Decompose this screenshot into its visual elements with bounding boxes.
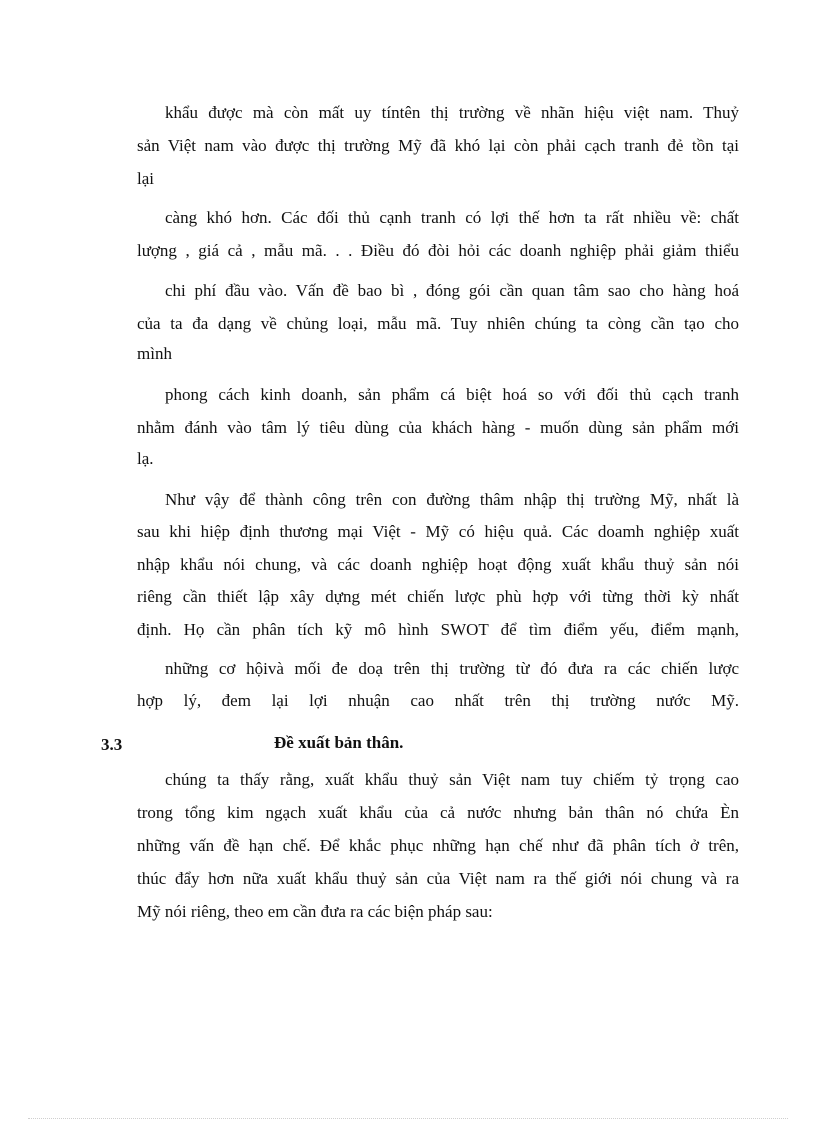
paragraph-line: khẩu được mà còn mất uy tíntên thị trường về nhãn hiệu việt nam. Thuỷ bbox=[165, 103, 739, 122]
paragraph-line: sản Việt nam vào được thị trường Mỹ đã khó lại còn phải cạch tranh đẻ tồn tại bbox=[137, 136, 739, 155]
section-number: 3.3 bbox=[101, 735, 123, 754]
paragraph-line: những vấn đề hạn chế. Để khắc phục những hạn chế như đã phân tích ở trên, bbox=[137, 836, 739, 855]
paragraph-line: lạ. bbox=[137, 449, 154, 468]
paragraph-line: nhập khẩu nói chung, và các doanh nghiệp hoạt động xuất khẩu thuỷ sản nói bbox=[137, 555, 739, 574]
paragraph-line: mình bbox=[137, 344, 172, 363]
paragraph-line: càng khó hơn. Các đối thủ cạnh tranh có lợi thế hơn ta rất nhiều về: chất bbox=[165, 208, 739, 227]
page-bottom-rule bbox=[28, 1118, 788, 1119]
paragraph-line: thúc đẩy hơn nữa xuất khẩu thuỷ sản của Việt nam ra thế giới nói chung và ra bbox=[137, 869, 739, 888]
paragraph-line: hợp lý, đem lại lợi nhuận cao nhất trên thị trường nước Mỹ. bbox=[137, 691, 739, 710]
paragraph-line: nhằm đánh vào tâm lý tiêu dùng của khách hàng - muốn dùng sản phẩm mới bbox=[137, 418, 739, 437]
paragraph-line: riêng cần thiết lập xây dựng mét chiến lược phù hợp với từng thời kỳ nhất bbox=[137, 587, 739, 606]
paragraph-line: trong tổng kim ngạch xuất khẩu của cả nước nhưng bản thân nó chứa Èn bbox=[137, 803, 739, 822]
paragraph-line: chúng ta thấy rằng, xuất khẩu thuỷ sản Việt nam tuy chiếm tỷ trọng cao bbox=[165, 770, 739, 789]
paragraph-line: Mỹ nói riêng, theo em cần đưa ra các biện pháp sau: bbox=[137, 902, 493, 921]
paragraph-line: những cơ hộivà mối đe doạ trên thị trường từ đó đưa ra các chiến lược bbox=[165, 659, 739, 678]
paragraph-line: của ta đa dạng về chủng loại, mẫu mã. Tuy nhiên chúng ta còng cần tạo cho bbox=[137, 314, 739, 333]
paragraph-line: sau khi hiệp định thương mại Việt - Mỹ có hiệu quả. Các doamh nghiệp xuất bbox=[137, 522, 739, 541]
section-title: Đề xuất bản thân. bbox=[274, 733, 404, 752]
paragraph-line: định. Họ cần phân tích kỹ mô hình SWOT để tìm điểm yếu, điểm mạnh, bbox=[137, 620, 739, 639]
paragraph-line: lượng , giá cả , mẫu mã. . . Điều đó đòi hỏi các doanh nghiệp phải giảm thiểu bbox=[137, 241, 739, 260]
paragraph-line: Như vậy để thành công trên con đường thâm nhập thị trường Mỹ, nhất là bbox=[165, 490, 739, 509]
paragraph-line: lại bbox=[137, 169, 154, 188]
paragraph-line: chi phí đầu vào. Vấn đề bao bì , đóng gói cần quan tâm sao cho hàng hoá bbox=[165, 281, 739, 300]
paragraph-line: phong cách kinh doanh, sản phẩm cá biệt hoá so với đối thủ cạch tranh bbox=[165, 385, 739, 404]
